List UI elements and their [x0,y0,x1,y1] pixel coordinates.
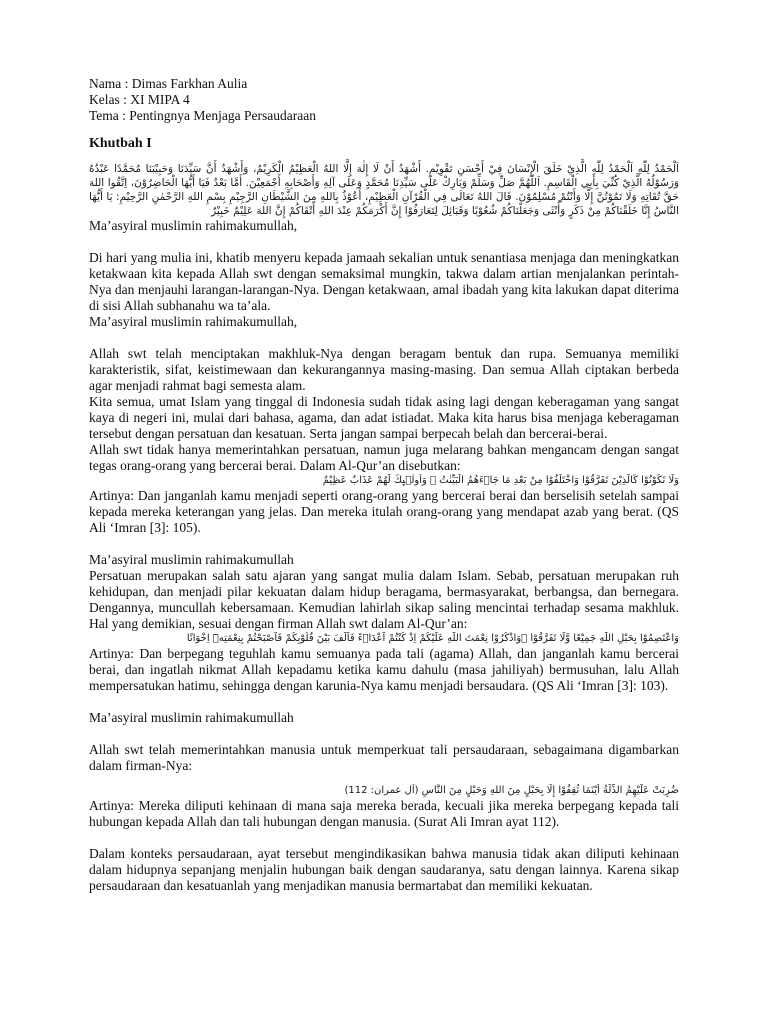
greeting-3: Ma’asyiral muslimin rahimakumullah [89,552,294,567]
paragraph-2: Allah swt telah menciptakan makhluk-Nya dengan beragam bentuk dan rupa. Semuanya memiliki karakteristik, sifat, keistimewaan dan kekurangannya masing-masing. Dan semua Allah ciptakan berbeda agar menjadi rahmat bagi semesta alam. [89,346,679,393]
name-line: Nama : Dimas Farkhan Aulia [89,76,248,91]
document-body [89,76,679,894]
paragraph-10: Dalam konteks persaudaraan, ayat tersebut mengindikasikan bahwa manusia tidak akan diliputi kehinaan dalam hidupnya sepanjang menjalin hubungan baik dengan saudaranya, satu dengan lainnya. Karena sikap persaudaraan dan kesatuanlah yang menjadikan manusia bermartabat dan memiliki kekuatan. [89,846,679,893]
paragraph-3: Kita semua, umat Islam yang tinggal di Indonesia sudah tidak asing lagi dengan keberagaman yang sangat kaya di negeri ini, mulai dari bahasa, agama, dan adat istiadat. Maka kita harus bisa menjaga keberagaman tersebut dengan persatuan dan kesatuan. Serta jangan sampai berpecah belah dan bercerai-berai. [89,394,679,441]
paragraph-9: Artinya: Mereka diliputi kehinaan di mana saja mereka berada, kecuali jika mereka berpegang kepada tali hubungan kepada Allah dan tali hubungan dengan manusia. (Surat Ali Imran ayat 112). [89,798,679,829]
greeting-2: Ma’asyiral muslimin rahimakumullah, [89,314,298,329]
arabic-verse-1: وَلَا تَكُوْنُوْا كَالَّذِيْنَ تَفَرَّقُوْا وَاخْتَلَفُوْا مِنْ بَعْدِ مَا جَاۤءَهُمُ الْبَيِّنٰتُ ۗ وَاُولٰۤىِٕكَ لَهُمْ عَذَابٌ عَظِيْمٌ [322,475,679,486]
paragraph-5: Artinya: Dan janganlah kamu menjadi seperti orang-orang yang bercerai berai dan berselisih setelah sampai kepada mereka keterangan yang jelas. Dan mereka itulah orang-orang yang mendapat azab yang berat. (QS Ali ‘Imran [3]: 105). [89,488,679,535]
greeting-1: Ma’asyiral muslimin rahimakumullah, [89,218,298,233]
arabic-opening: اَلْحَمْدُ لِلّٰهِ اَلْحَمْدُ لِلّٰهِ الَّذِيْ خَلَقَ الْإِنْسَانَ فِيْ أَحْسَنِ تَقْوِيْمٍ. أَشْهَدُ أَنْ لَا إِلٰهَ إِلَّا اللهُ الْعَظِيْمُ الْكَرِيْمُ، وَأَشْهَدُ أَنَّ سَيِّدَنَا وَحَبِيْبَنَا مُحَمَّدًا عَبْدُهُ وَرَسُوْلُهُ الَّذِيْ كُنِّيَ بِأَبِي الْقَاسِمِ. اَللّٰهُمَّ صَلِّ وَسَلِّمْ وَبَارِكْ عَلَى سَيِّدِنَا مُحَمَّدٍ وَعَلَى آلِهِ وَأَصْحَابِهِ أَجْمَعِيْنَ. أَمَّا بَعْدُ فَيَا أَيُّهَا الْحَاضِرُوْنَ، اِتَّقُوا اللهَ حَقَّ تُقَاتِهِ وَلَا تَمُوْتُنَّ إِلَّا وَأَنْتُمْ مُسْلِمُوْنَ. قَالَ اللهُ تَعَالَى فِي الْقُرْآنِ الْعَظِيْمِ، أَعُوْذُ بِاللهِ مِنَ الشَّيْطَانِ الرَّجِيْمِ بِسْمِ اللهِ الرَّحْمٰنِ الرَّحِيْمِ: يَا أَيُّهَا النَّاسُ إِنَّا خَلَقْنَاكُمْ مِنْ ذَكَرٍ وَأُنْثَى وَجَعَلْنَاكُمْ شُعُوْبًا وَقَبَائِلَ لِتَعَارَفُوْا إِنَّ أَكْرَمَكُمْ عِنْدَ اللهِ أَتْقَاكُمْ إِنَّ اللهَ عَلِيْمٌ خَبِيْرٌ [89,163,679,217]
author-info [89,76,679,124]
arabic-verse-2: وَاعْتَصِمُوْا بِحَبْلِ اللّٰهِ جَمِيْعًا وَّلَا تَفَرَّقُوْا ۖوَاذْكُرُوْا نِعْمَتَ اللّٰهِ عَلَيْكُمْ اِذْ كُنْتُمْ اَعْدَاۤءً فَاَلَّفَ بَيْنَ قُلُوْبِكُمْ فَاَصْبَحْتُمْ بِنِعْمَتِهٖٓ اِخْوَانًا [186,633,679,644]
paragraph-1: Di hari yang mulia ini, khatib menyeru kepada jamaah sekalian untuk senantiasa menjaga dan meningkatkan ketakwaan kita kepada Allah swt dengan semaksimal mungkin, takwa dalam artian menjalankan perintah-Nya dan menjauhi larangan-larangan-Nya. Dengan ketakwaan, amal ibadah yang kita lakukan dapat diterima di sisi Allah subhanahu wa ta’ala. [89,250,679,313]
paragraph-8: Allah swt telah memerintahkan manusia untuk memperkuat tali persaudaraan, sebagaimana digambarkan dalam firman-Nya: [89,742,679,773]
khutbah-title: Khutbah I [89,136,152,151]
paragraph-6: Persatuan merupakan salah satu ajaran yang sangat mulia dalam Islam. Sebab, persatuan merupakan ruh kehidupan, dan menjadi pilar kekuatan dalam hidup beragama, bermasyarakat, berbangsa, dan bernegara. Dengannya, muncullah kebersamaan. Kemudian lahirlah sikap saling mencintai terhadap sesama makhluk. Hal yang demikian, sesuai dengan firman Allah swt dalam Al-Qur’an: [89,568,679,631]
greeting-4: Ma’asyiral muslimin rahimakumullah [89,710,294,725]
arabic-verse-3: ضُرِبَتْ عَلَيْهِمُ الذِّلَّةُ أَيْنَمَا ثُقِفُوْا إِلَّا بِحَبْلٍ مِنَ اللهِ وَحَبْلٍ مِنَ النَّاسِ (آل عمران: 112) [344,785,679,796]
class-line: Kelas : XI MIPA 4 [89,92,190,107]
theme-line: Tema : Pentingnya Menjaga Persaudaraan [89,108,316,123]
paragraph-4: Allah swt tidak hanya memerintahkan persatuan, namun juga melarang bahkan mengancam dengan sangat tegas orang-orang yang bercerai berai. Dalam Al-Qur’an disebutkan: [89,442,679,473]
paragraph-7: Artinya: Dan berpegang teguhlah kamu semuanya pada tali (agama) Allah, dan janganlah kamu bercerai berai, dan ingatlah nikmat Allah kepadamu ketika kamu dahulu (masa jahiliyah) bermusuhan, lalu Allah mempersatukan hatimu, sehingga dengan karunia-Nya kamu menjadi bersaudara. (QS Ali ‘Imran [3]: 103). [89,646,679,693]
